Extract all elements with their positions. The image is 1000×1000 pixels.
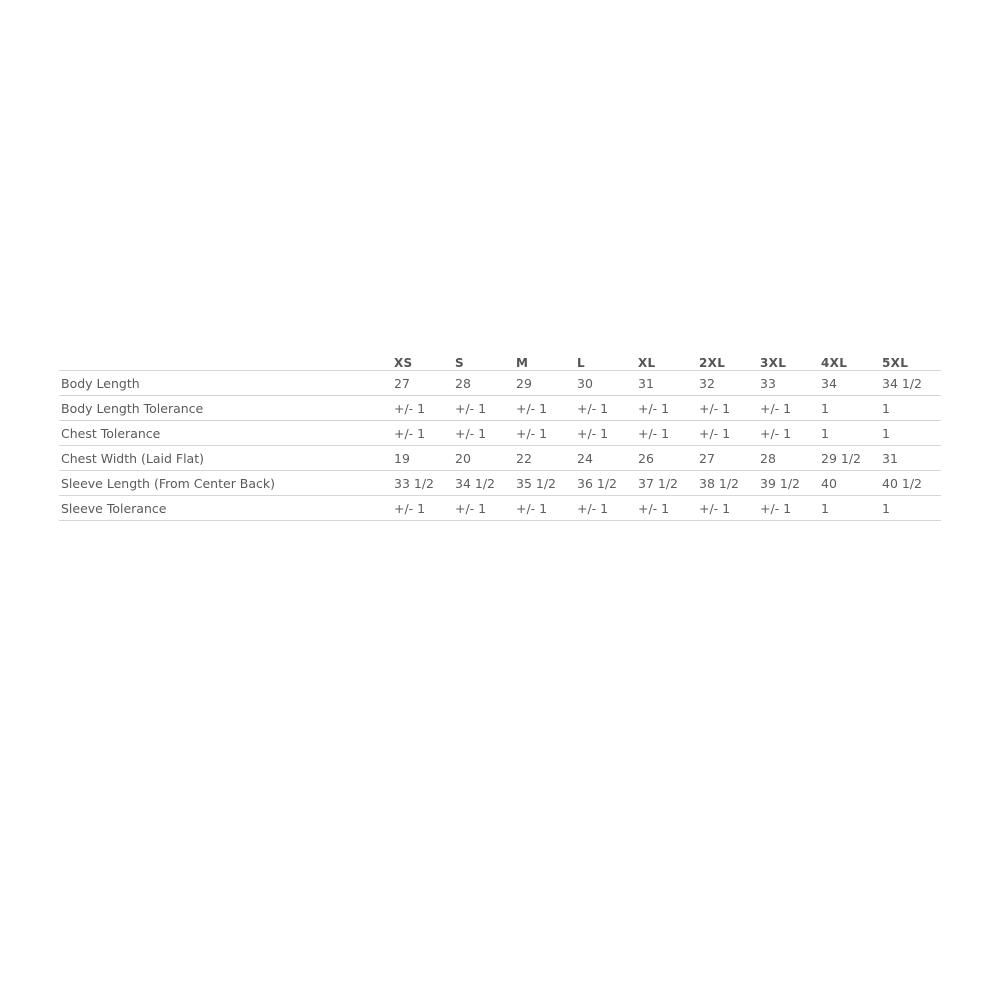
table-cell: +/- 1	[636, 496, 697, 521]
size-header-row	[59, 348, 941, 371]
table-cell: +/- 1	[392, 396, 453, 421]
header-size-xs: XS	[392, 348, 453, 371]
header-size-xl: XL	[636, 348, 697, 371]
row-label: Body Length	[59, 371, 392, 396]
table-cell: 34	[819, 371, 880, 396]
header-size-3xl: 3XL	[758, 348, 819, 371]
table-cell: +/- 1	[514, 421, 575, 446]
table-cell: 1	[819, 421, 880, 446]
header-size-4xl: 4XL	[819, 348, 880, 371]
row-label: Sleeve Tolerance	[59, 496, 392, 521]
table-cell: 1	[880, 396, 941, 421]
table-cell: +/- 1	[575, 396, 636, 421]
table-cell: +/- 1	[697, 396, 758, 421]
table-cell: 24	[575, 446, 636, 471]
table-cell: 33 1/2	[392, 471, 453, 496]
table-row-sleeve-length	[59, 471, 941, 496]
table-cell: +/- 1	[758, 396, 819, 421]
table-cell: +/- 1	[758, 421, 819, 446]
table-cell: 1	[880, 496, 941, 521]
table-cell: 30	[575, 371, 636, 396]
table-cell: 40 1/2	[880, 471, 941, 496]
table-cell: 27	[697, 446, 758, 471]
table-row-chest-tolerance	[59, 421, 941, 446]
table-cell: +/- 1	[758, 496, 819, 521]
table-cell: +/- 1	[392, 496, 453, 521]
header-size-5xl: 5XL	[880, 348, 941, 371]
table-cell: 1	[819, 396, 880, 421]
table-cell: 28	[453, 371, 514, 396]
table-cell: 34 1/2	[453, 471, 514, 496]
table-cell: 31	[636, 371, 697, 396]
header-size-s: S	[453, 348, 514, 371]
table-cell: 1	[819, 496, 880, 521]
table-cell: 19	[392, 446, 453, 471]
table-cell: 37 1/2	[636, 471, 697, 496]
table-cell: 33	[758, 371, 819, 396]
row-label: Sleeve Length (From Center Back)	[59, 471, 392, 496]
table-cell: +/- 1	[697, 496, 758, 521]
table-row-body-length	[59, 371, 941, 396]
table-cell: +/- 1	[453, 396, 514, 421]
table-cell: +/- 1	[392, 421, 453, 446]
table-cell: 34 1/2	[880, 371, 941, 396]
table-cell: +/- 1	[514, 496, 575, 521]
table-cell: 27	[392, 371, 453, 396]
table-cell: +/- 1	[575, 421, 636, 446]
table-cell: 35 1/2	[514, 471, 575, 496]
table-cell: +/- 1	[453, 496, 514, 521]
header-size-m: M	[514, 348, 575, 371]
header-size-l: L	[575, 348, 636, 371]
table-row-body-length-tolerance	[59, 396, 941, 421]
table-cell: 31	[880, 446, 941, 471]
header-size-2xl: 2XL	[697, 348, 758, 371]
row-label: Body Length Tolerance	[59, 396, 392, 421]
table-cell: 32	[697, 371, 758, 396]
table-cell: 38 1/2	[697, 471, 758, 496]
table-cell: 28	[758, 446, 819, 471]
table-cell: 22	[514, 446, 575, 471]
table-cell: 39 1/2	[758, 471, 819, 496]
size-chart-table	[59, 348, 941, 521]
table-cell: 29	[514, 371, 575, 396]
table-cell: 1	[880, 421, 941, 446]
table-cell: +/- 1	[697, 421, 758, 446]
row-label: Chest Tolerance	[59, 421, 392, 446]
table-cell: +/- 1	[514, 396, 575, 421]
table-cell: 20	[453, 446, 514, 471]
table-cell: +/- 1	[453, 421, 514, 446]
table-cell: +/- 1	[636, 396, 697, 421]
table-cell: +/- 1	[636, 421, 697, 446]
table-cell: +/- 1	[575, 496, 636, 521]
table-cell: 29 1/2	[819, 446, 880, 471]
table-row-sleeve-tolerance	[59, 496, 941, 521]
row-label: Chest Width (Laid Flat)	[59, 446, 392, 471]
table-row-chest-width	[59, 446, 941, 471]
header-label-cell	[59, 348, 392, 371]
table-cell: 40	[819, 471, 880, 496]
table-cell: 26	[636, 446, 697, 471]
table-cell: 36 1/2	[575, 471, 636, 496]
